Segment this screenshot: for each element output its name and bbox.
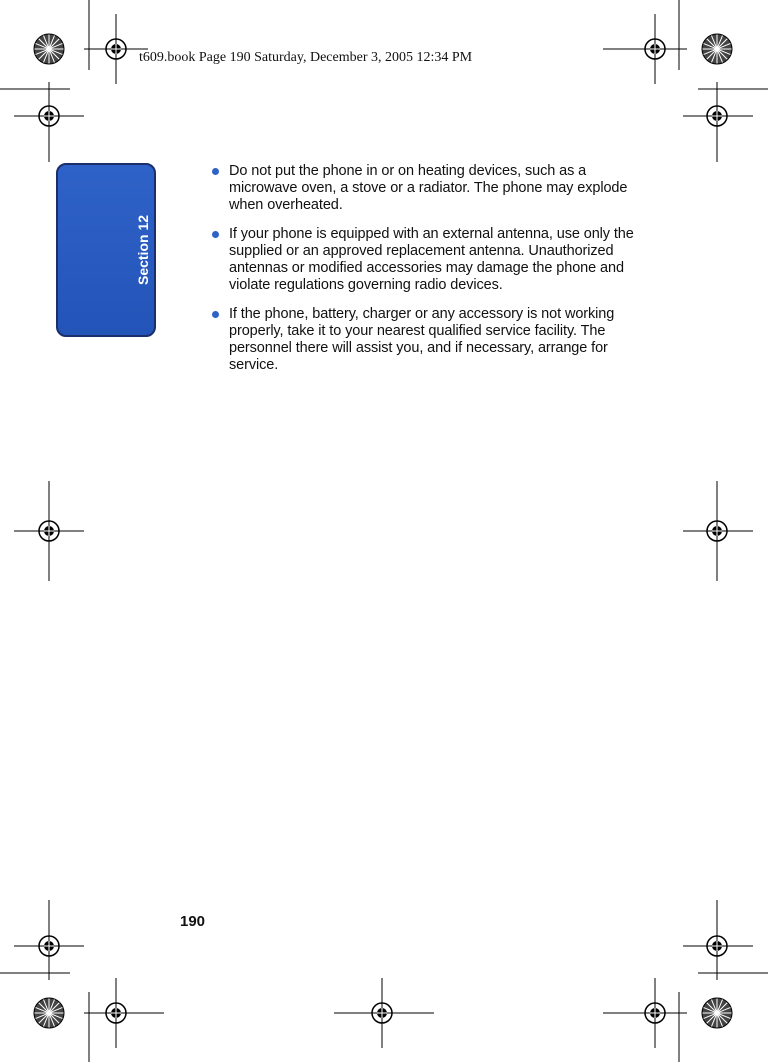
- bullet-dot-icon: [212, 311, 219, 318]
- bullet-item: [212, 306, 644, 374]
- bullet-text: If the phone, battery, charger or any accessory is not working properly, take it to your nearest qualified service facility. The personnel there will assist you, and if necessary, arrange for service.: [229, 306, 615, 373]
- bullet-dot-icon: [212, 231, 219, 238]
- bullet-text: Do not put the phone in or on heating devices, such as a microwave oven, a stove or a radiator. The phone may explode when overheated.: [229, 163, 628, 213]
- print-header: t609.book Page 190 Saturday, December 3, 2005 12:34 PM: [139, 50, 473, 65]
- safety-bullet-list: [212, 163, 644, 386]
- section-tab-label: Section 12: [135, 214, 151, 286]
- bullet-text: If your phone is equipped with an external antenna, use only the supplied or an approved replacement antenna. Unauthorized antennas or modified accessories may damage the phone and violate regulations governing radio devices.: [229, 226, 634, 293]
- page-number: 190: [180, 913, 206, 930]
- bullet-dot-icon: [212, 168, 219, 175]
- bullet-item: [212, 226, 644, 294]
- bullet-item: [212, 163, 644, 214]
